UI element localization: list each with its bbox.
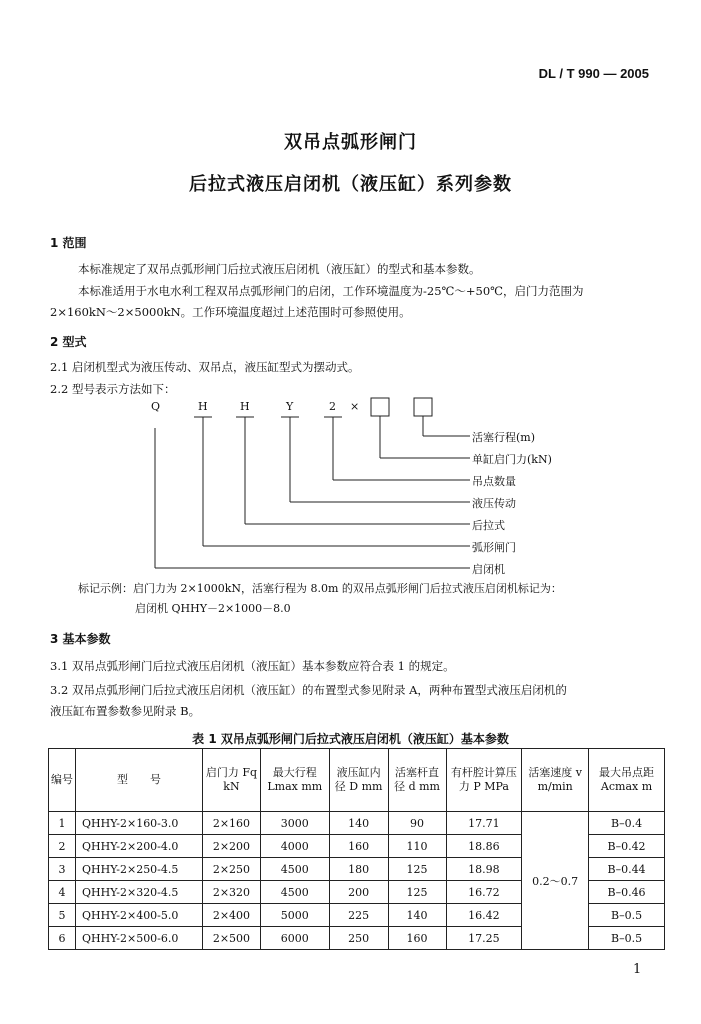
code-box-stroke <box>414 398 432 416</box>
section-3-heading: 3 基本参数 <box>50 632 111 646</box>
clause-3-2: 3.2 双吊点弧形闸门后拉式液压启闭机（液压缸）的布置型式参见附录 A，两种布置型式液压启闭机的 <box>50 683 567 697</box>
th-speed: 活塞速度 v m/min <box>522 749 589 812</box>
cell: 250 <box>329 927 388 950</box>
page-number: 1 <box>633 962 642 977</box>
th-no: 编号 <box>49 749 76 812</box>
cell: 110 <box>388 835 446 858</box>
code-q: Q <box>151 400 161 413</box>
section-1-para-2-cont: 2×160kN～2×5000kN。工作环境温度超过上述范围时可参照使用。 <box>50 305 411 319</box>
parameter-table <box>48 748 665 950</box>
code-box-force <box>371 398 389 416</box>
cell: 18.98 <box>446 858 522 881</box>
section-1-para-1: 本标准规定了双吊点弧形闸门后拉式液压启闭机（液压缸）的型式和基本参数。 <box>78 262 481 276</box>
table-caption: 表 1 双吊点弧形闸门后拉式液压启闭机（液压缸）基本参数 <box>192 732 509 746</box>
cell: 140 <box>388 904 446 927</box>
label-stroke: 活塞行程(m) <box>472 431 536 444</box>
cell: 2 <box>49 835 76 858</box>
code-h2: H <box>240 400 250 413</box>
label-radial-gate: 弧形闸门 <box>472 541 516 554</box>
cell: 17.25 <box>446 927 522 950</box>
cell: 2×320 <box>203 881 261 904</box>
cell: 6 <box>49 927 76 950</box>
cell: B–0.5 <box>589 904 665 927</box>
table-row <box>49 812 665 835</box>
clause-3-1: 3.1 双吊点弧形闸门后拉式液压启闭机（液压缸）基本参数应符合表 1 的规定。 <box>50 659 455 673</box>
cell: 4000 <box>260 835 329 858</box>
th-force: 启门力 Fq kN <box>203 749 261 812</box>
section-2-heading: 2 型式 <box>50 335 87 349</box>
cell: 3 <box>49 858 76 881</box>
cell: QHHY-2×320-4.5 <box>76 881 203 904</box>
cell: 16.72 <box>446 881 522 904</box>
cell: 16.42 <box>446 904 522 927</box>
cell: 18.86 <box>446 835 522 858</box>
marking-example: 标记示例：启门力为 2×1000kN，活塞行程为 8.0m 的双吊点弧形闸门后拉式液压启闭机标记为： <box>78 582 562 595</box>
cell: 4500 <box>260 881 329 904</box>
label-force: 单缸启门力(kN) <box>472 453 552 466</box>
model-code-diagram <box>0 395 701 585</box>
cell: 6000 <box>260 927 329 950</box>
cell: 1 <box>49 812 76 835</box>
code-y: Y <box>286 400 294 413</box>
code-h1: H <box>198 400 208 413</box>
label-hoist: 启闭机 <box>472 563 505 576</box>
th-stroke: 最大行程 Lmax mm <box>260 749 329 812</box>
label-points: 吊点数量 <box>472 475 516 488</box>
label-rear-pull: 后拉式 <box>472 519 505 532</box>
cell: 2×200 <box>203 835 261 858</box>
title-line-2: 后拉式液压启闭机（液压缸）系列参数 <box>189 174 512 195</box>
clause-2-1: 2.1 启闭机型式为液压传动、双吊点，液压缸型式为摆动式。 <box>50 360 360 374</box>
cell: B–0.4 <box>589 812 665 835</box>
cell: 2×500 <box>203 927 261 950</box>
cell: QHHY-2×250-4.5 <box>76 858 203 881</box>
section-1-para-2: 本标准适用于水电水利工程双吊点弧形闸门的启闭，工作环境温度为-25℃～+50℃，启门力范围为 <box>78 284 584 298</box>
cell: 180 <box>329 858 388 881</box>
cell: QHHY-2×400-5.0 <box>76 904 203 927</box>
code-times: × <box>350 400 360 413</box>
section-1-heading: 1 范围 <box>50 236 87 250</box>
cell: 90 <box>388 812 446 835</box>
cell: 5000 <box>260 904 329 927</box>
cell: 4500 <box>260 858 329 881</box>
marking-example-code: 启闭机 QHHY－2×1000－8.0 <box>135 602 291 615</box>
code-2: 2 <box>329 400 336 413</box>
cell: 140 <box>329 812 388 835</box>
cell: 3000 <box>260 812 329 835</box>
cell: B–0.46 <box>589 881 665 904</box>
th-spacing: 最大吊点距 Acmax m <box>589 749 665 812</box>
cell: 2×160 <box>203 812 261 835</box>
cell: 125 <box>388 858 446 881</box>
cell: 200 <box>329 881 388 904</box>
cell: 160 <box>388 927 446 950</box>
cell: QHHY-2×500-6.0 <box>76 927 203 950</box>
cell: 5 <box>49 904 76 927</box>
cell: QHHY-2×160-3.0 <box>76 812 203 835</box>
cell: 160 <box>329 835 388 858</box>
label-hydraulic: 液压传动 <box>472 497 516 510</box>
th-pressure: 有杆腔计算压力 P MPa <box>446 749 522 812</box>
cell: QHHY-2×200-4.0 <box>76 835 203 858</box>
th-rod: 活塞杆直径 d mm <box>388 749 446 812</box>
th-bore: 液压缸内径 D mm <box>329 749 388 812</box>
clause-3-2-cont: 液压缸布置参数参见附录 B。 <box>50 704 201 718</box>
cell: 2×250 <box>203 858 261 881</box>
title-line-1: 双吊点弧形闸门 <box>284 132 417 153</box>
cell: 2×400 <box>203 904 261 927</box>
th-model: 型 号 <box>76 749 203 812</box>
cell: B–0.44 <box>589 858 665 881</box>
speed-cell: 0.2～0.7 <box>522 812 589 950</box>
cell: 4 <box>49 881 76 904</box>
cell: 17.71 <box>446 812 522 835</box>
cell: B–0.5 <box>589 927 665 950</box>
cell: 125 <box>388 881 446 904</box>
standard-number: DL / T 990 — 2005 <box>538 66 649 81</box>
cell: 225 <box>329 904 388 927</box>
cell: B–0.42 <box>589 835 665 858</box>
table-header-row <box>49 749 665 812</box>
clause-2-2: 2.2 型号表示方法如下： <box>50 382 176 396</box>
